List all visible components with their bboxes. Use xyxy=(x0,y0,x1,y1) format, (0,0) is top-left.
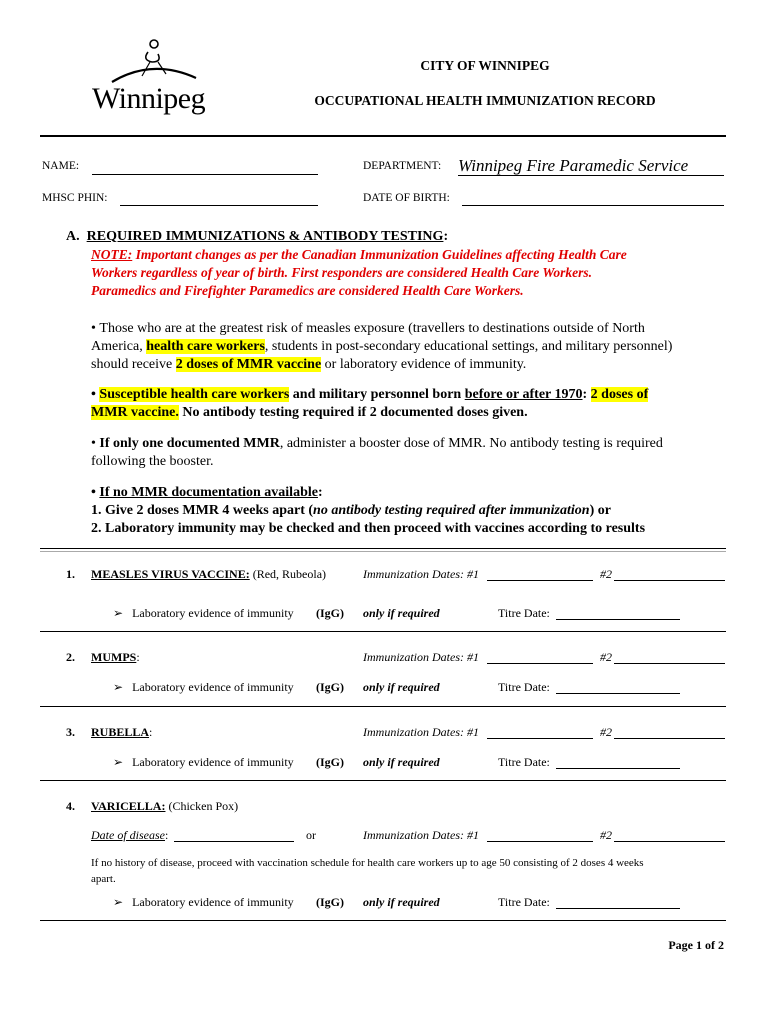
item-1-date-1[interactable] xyxy=(487,566,593,581)
phin-label: MHSC PHIN: xyxy=(42,192,108,204)
header-title: OCCUPATIONAL HEALTH IMMUNIZATION RECORD xyxy=(314,93,656,108)
item-2-imm-label: Immunization Dates: #1 xyxy=(363,650,479,664)
item-4-titre-field[interactable] xyxy=(556,894,680,909)
item-2-date-2[interactable] xyxy=(614,649,725,664)
item-3-titre-label: Titre Date: xyxy=(498,755,550,769)
header-city: CITY OF WINNIPEG xyxy=(420,58,550,73)
item-4-lab: ➢ Laboratory evidence of immunity xyxy=(113,895,294,909)
item-2-lab: ➢ Laboratory evidence of immunity xyxy=(113,680,294,694)
item-1-titre-label: Titre Date: xyxy=(498,606,550,620)
item-3-date-1[interactable] xyxy=(487,724,593,739)
item-1-igg: (IgG) xyxy=(316,606,344,620)
divider-shadow xyxy=(40,551,726,552)
item-2-igg: (IgG) xyxy=(316,680,344,694)
department-field[interactable] xyxy=(458,156,724,176)
department-label: DEPARTMENT: xyxy=(363,160,442,172)
item-2-date-1[interactable] xyxy=(487,649,593,664)
item-3-number: 3. xyxy=(66,725,75,739)
item-4-date-disease-field[interactable] xyxy=(174,827,294,842)
item-4-date-1[interactable] xyxy=(487,827,593,842)
header-rule xyxy=(40,135,726,137)
item-1-d2-label: #2 xyxy=(600,567,612,581)
item-separator xyxy=(40,706,726,707)
phin-field[interactable] xyxy=(120,191,318,206)
item-2-titre-field[interactable] xyxy=(556,679,680,694)
item-2-title: MUMPS: xyxy=(91,650,140,664)
item-1-number: 1. xyxy=(66,567,75,581)
item-4-d2-label: #2 xyxy=(600,828,612,842)
item-4-date-2[interactable] xyxy=(614,827,725,842)
item-4-imm-label: Immunization Dates: #1 xyxy=(363,828,479,842)
item-3-igg: (IgG) xyxy=(316,755,344,769)
item-3-only: only if required xyxy=(363,755,440,769)
logo-wordmark: Winnipeg xyxy=(92,82,206,115)
bullet-no-documentation: • If no MMR documentation available: 1. Give 2 doses MMR 4 weeks apart (no antibody testing required after immunization) or 2. Laboratory immunity may be checked and then proceed with vaccines according to results xyxy=(91,485,646,536)
item-4-igg: (IgG) xyxy=(316,895,344,909)
bullet-one-mmr: • If only one documented MMR, administer a booster dose of MMR. No antibody testing is required following the booster. xyxy=(91,436,663,469)
item-3-date-2[interactable] xyxy=(614,724,725,739)
item-1-imm-label: Immunization Dates: #1 xyxy=(363,567,479,581)
item-2-d2-label: #2 xyxy=(600,650,612,664)
dob-label: DATE OF BIRTH: xyxy=(363,192,450,204)
name-label: NAME: xyxy=(42,160,80,172)
item-1-titre-field[interactable] xyxy=(556,605,680,620)
item-2-titre-label: Titre Date: xyxy=(498,680,550,694)
item-separator xyxy=(40,920,726,921)
item-3-lab: ➢ Laboratory evidence of immunity xyxy=(113,755,294,769)
department-value: Winnipeg Fire Paramedic Service xyxy=(458,156,689,175)
dob-field[interactable] xyxy=(462,191,724,206)
item-2-only: only if required xyxy=(363,680,440,694)
section-a-heading: A. REQUIRED IMMUNIZATIONS & ANTIBODY TESTING: xyxy=(66,229,449,244)
item-4-only: only if required xyxy=(363,895,440,909)
item-4-or: or xyxy=(306,828,316,842)
item-3-d2-label: #2 xyxy=(600,725,612,739)
name-field[interactable] xyxy=(92,160,318,175)
item-separator xyxy=(40,780,726,781)
item-4-note: If no history of disease, proceed with vaccination schedule for health care workers up to age 50 consisting of 2 doses 4 weeks apart. xyxy=(91,857,644,885)
item-1-date-2[interactable] xyxy=(614,566,725,581)
item-3-titre-field[interactable] xyxy=(556,754,680,769)
item-4-number: 4. xyxy=(66,799,75,813)
item-4-title: VARICELLA: (Chicken Pox) xyxy=(91,799,239,813)
bullet-measles-risk: • Those who are at the greatest risk of measles exposure (travellers to destinations outside of North America, health care workers, students in post-secondary educational settings, and military personnel) should receive 2 doses of MMR vaccine or laboratory evidence of immunity. xyxy=(91,321,673,372)
section-a-note: NOTE: Important changes as per the Canadian Immunization Guidelines affecting Health Care Workers regardless of year of birth. First responders are considered Health Care Workers. Paramedics and Firefighter Paramedics are considered Health Care Workers. xyxy=(91,247,627,298)
item-4-titre-label: Titre Date: xyxy=(498,895,550,909)
item-3-imm-label: Immunization Dates: #1 xyxy=(363,725,479,739)
bullet-susceptible: • Susceptible health care workers and military personnel born before or after 1970: 2 doses of MMR vaccine. No antibody testing required if 2 documented doses given. xyxy=(91,387,649,420)
page-number: Page 1 of 2 xyxy=(668,938,724,952)
item-separator xyxy=(40,631,726,632)
divider xyxy=(40,548,726,549)
item-3-title: RUBELLA: xyxy=(91,725,153,739)
item-2-number: 2. xyxy=(66,650,75,664)
item-1-title: MEASLES VIRUS VACCINE: (Red, Rubeola) xyxy=(91,567,327,581)
item-1-only: only if required xyxy=(363,606,440,620)
item-1-lab: ➢ Laboratory evidence of immunity xyxy=(113,606,294,620)
item-4-date-disease-label: Date of disease: xyxy=(91,828,169,842)
